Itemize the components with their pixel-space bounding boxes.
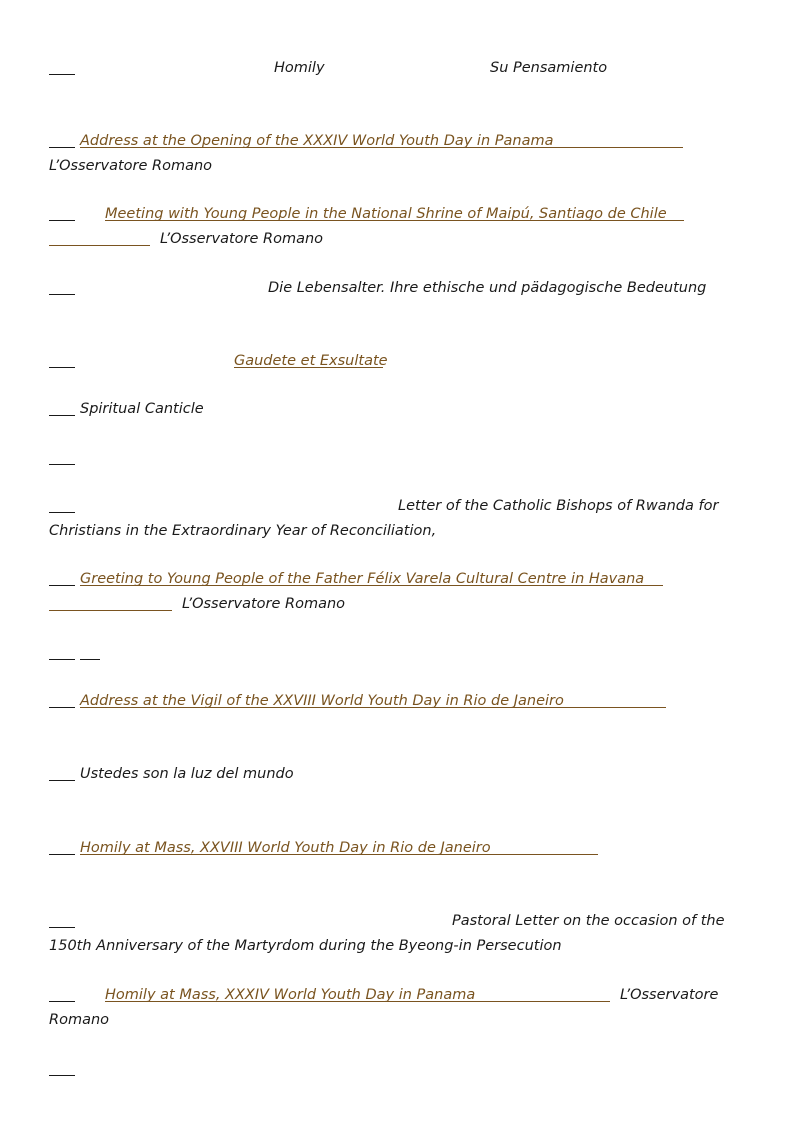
reference-blank — [49, 464, 75, 465]
entry-title-link[interactable]: Homily at Mass, XXXIV World Youth Day in Panama — [105, 987, 476, 1003]
entry-title-link[interactable]: Homily at Mass, XXVIII World Youth Day in Rio de Janeiro — [80, 840, 491, 856]
link-underline — [80, 854, 598, 855]
entry-title: Letter of the Catholic Bishops of Rwanda for — [398, 498, 719, 514]
reference-blank — [49, 854, 75, 855]
link-underline — [49, 610, 172, 611]
entry-title-continued: 150th Anniversary of the Martyrdom during the Byeong-in Persecution — [49, 938, 562, 954]
entry-title-link[interactable]: Gaudete et Exsultate — [234, 353, 388, 369]
reference-blank — [49, 294, 75, 295]
entry-title-link[interactable]: Address at the Vigil of the XXVIII World Youth Day in Rio de Janeiro — [80, 693, 564, 709]
reference-blank — [49, 780, 75, 781]
reference-blank — [49, 220, 75, 221]
reference-blank — [80, 659, 100, 660]
link-underline — [80, 707, 666, 708]
reference-blank — [49, 585, 75, 586]
entry-source: L’Osservatore Romano — [182, 596, 346, 612]
reference-blank — [49, 927, 75, 928]
entry-title-link[interactable]: Address at the Opening of the XXXIV World Youth Day in Panama — [80, 133, 554, 149]
reference-blank — [49, 1075, 75, 1076]
entry-source-continued: Romano — [49, 1012, 110, 1028]
link-underline — [80, 585, 663, 586]
entry-source: L’Osservatore Romano — [49, 158, 213, 174]
reference-blank — [49, 367, 75, 368]
entry-title: Ustedes son la luz del mundo — [80, 766, 294, 782]
reference-blank — [49, 707, 75, 708]
entry-title-link[interactable]: Meeting with Young People in the National Shrine of Maipú, Santiago de Chile — [105, 206, 667, 222]
entry-title-link[interactable]: Greeting to Young People of the Father Félix Varela Cultural Centre in Havana — [80, 571, 645, 587]
entry-title: Spiritual Canticle — [80, 401, 204, 417]
reference-blank — [49, 415, 75, 416]
entry-source: L’Osservatore — [620, 987, 719, 1003]
reference-blank — [49, 659, 75, 660]
entry-title: Die Lebensalter. Ihre ethische und pädagogische Bedeutung — [268, 280, 707, 296]
entry-title-continued: Christians in the Extraordinary Year of Reconciliation, — [49, 523, 437, 539]
entry-source: L’Osservatore Romano — [160, 231, 324, 247]
link-underline — [105, 220, 684, 221]
link-underline — [105, 1001, 610, 1002]
reference-blank — [49, 147, 75, 148]
entry-title: Pastoral Letter on the occasion of the — [452, 913, 725, 929]
link-underline — [49, 245, 150, 246]
reference-blank — [49, 1001, 75, 1002]
reference-blank — [49, 512, 75, 513]
reference-blank — [49, 74, 75, 75]
link-underline — [80, 147, 683, 148]
entry-title: Homily — [274, 60, 325, 76]
entry-source: Su Pensamiento — [490, 60, 608, 76]
link-underline — [234, 367, 383, 368]
